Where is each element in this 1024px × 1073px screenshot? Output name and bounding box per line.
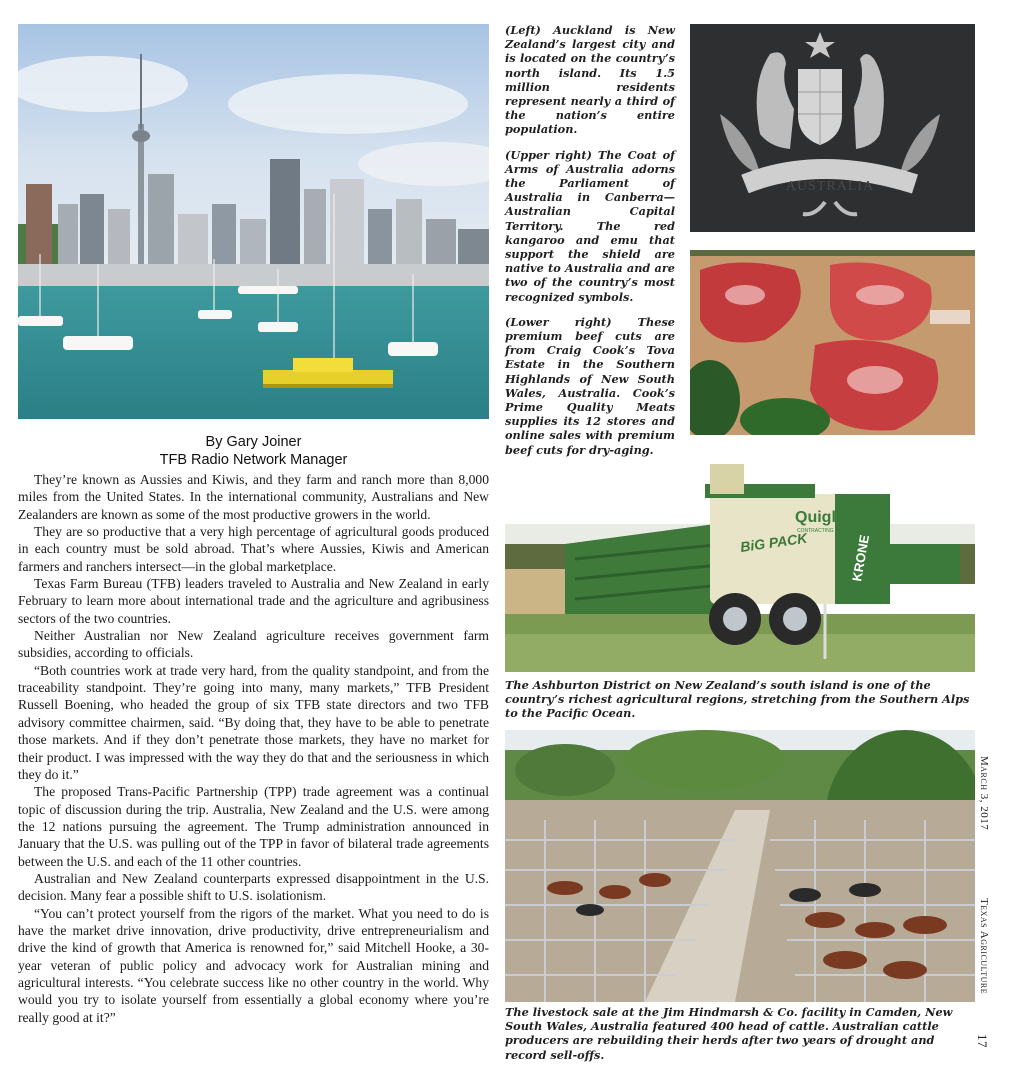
baler-sub-text: CONTRACTING — [797, 528, 834, 534]
paragraph: The proposed Trans-Pacific Partnership (TPP) trade agreement was a continual topic of discussion during the trip. Australia, New Zealand and the U.S. were among the 12 nations pursuing the agreement. The Trump administration announced in January that the U.S. was pulling out of the TPP in favor of bilateral trade agreements between the U.S. and each of the 11 other countries. — [18, 784, 489, 869]
paragraph: They’re known as Aussies and Kiwis, and they farm and ranch more than 8,000 miles from the United States. In the international community, Australians and New Zealanders are known as some of the most productive growers in the world. — [18, 472, 489, 522]
paragraph: “Both countries work at trade very hard, from the quality standpoint, and from the traceability standpoint. They’re going into many, many markets,” TFB President Russell Boening, who headed the group of six TFB state directors and two TFB advisory committee chairmen, said. “By doing that, they have to be able to penetrate those markets. And if they don’t penetrate those markets, they have no market for their product. I was impressed with the way they do that and the seriousness in which they do it.” — [18, 662, 489, 782]
ashburton-caption: The Ashburton District on New Zealand’s south island is one of the country’s richest agricultural regions, stretching from the Southern Alps to the Pacific Ocean. — [505, 678, 970, 721]
coat-of-arms-photo — [690, 24, 975, 232]
auckland-caption: (Left) Auckland is New Zealand’s largest city and is located on the country’s north island. Its 1.5 million residents represent nearly a third of the nation’s entire population. — [505, 23, 675, 137]
paragraph: Neither Australian nor New Zealand agriculture receives government farm subsidies, according to officials. — [18, 628, 489, 661]
cattle-yards-photo — [505, 730, 975, 1002]
livestock-caption: The livestock sale at the Jim Hindmarsh & Co. facility in Camden, New South Wales, Australia featured 400 head of cattle. Australian cattle producers are rebuilding their herds after two years of drought and record sell-offs. — [505, 1005, 953, 1062]
baler-make-text: KRONE — [849, 533, 873, 583]
issue-date: March 3, 2017 — [978, 756, 990, 831]
page-number: 17 — [975, 1034, 990, 1048]
coat-of-arms-caption: (Upper right) The Coat of Arms of Australia adorns the Parliament of Australia in Canberra—Australian Capital Territory. The red kangaroo and emu that support the shield are native to Australia and are two of the country’s most recognized symbols. — [505, 147, 675, 304]
hay-baler-photo — [505, 464, 975, 672]
beef-cuts-photo — [690, 250, 975, 435]
paragraph: Texas Farm Bureau (TFB) leaders traveled to Australia and New Zealand in early February to learn more about international trade and the agriculture and agribusiness sectors of the two countries. — [18, 576, 489, 626]
byline-author: By Gary Joiner — [205, 434, 302, 450]
paragraph: They are so productive that a very high percentage of agricultural goods produced in each country must be sold abroad. That’s where Aussies, Kiwis and American farmers and ranchers intersect—in the global marketplace. — [18, 524, 489, 574]
paragraph: Australian and New Zealand counterparts expressed disappointment in the U.S. decision. Many fear a possible shift to U.S. isolationism. — [18, 870, 489, 904]
paragraph: “You can’t protect yourself from the rigors of the market. What you need to do is have the market drive innovation, drive productivity, drive entrepreneurialism and drive the kind of growth that America is renowned for,” said Mitchell Hooke, a 30-year veteran of public policy and advocacy work for Australian mining and agricultural interests. “You celebrate success like no other country in the world. Why would you try to isolate yourself from essentially a global economy where you’re really good at it?” — [18, 905, 489, 1025]
auckland-skyline-photo — [18, 24, 489, 419]
baler-model-text: BiG PACK — [739, 529, 809, 555]
byline-title: TFB Radio Network Manager — [159, 452, 348, 468]
article-body — [18, 471, 489, 1026]
photo-captions-block — [505, 23, 675, 468]
coat-banner-text: AUSTRALIA — [785, 179, 875, 194]
beef-caption: (Lower right) These premium beef cuts are from Craig Cook’s Tova Estate in the Southern Highlands of New South Wales, Australia. Cook’s Prime Quality Meats supplies its 12 stores and online sales with premium beef cuts for dry-aging. — [505, 314, 675, 457]
baler-brand-text: Quigley — [795, 509, 854, 526]
magazine-name: Texas Agriculture — [978, 898, 990, 995]
